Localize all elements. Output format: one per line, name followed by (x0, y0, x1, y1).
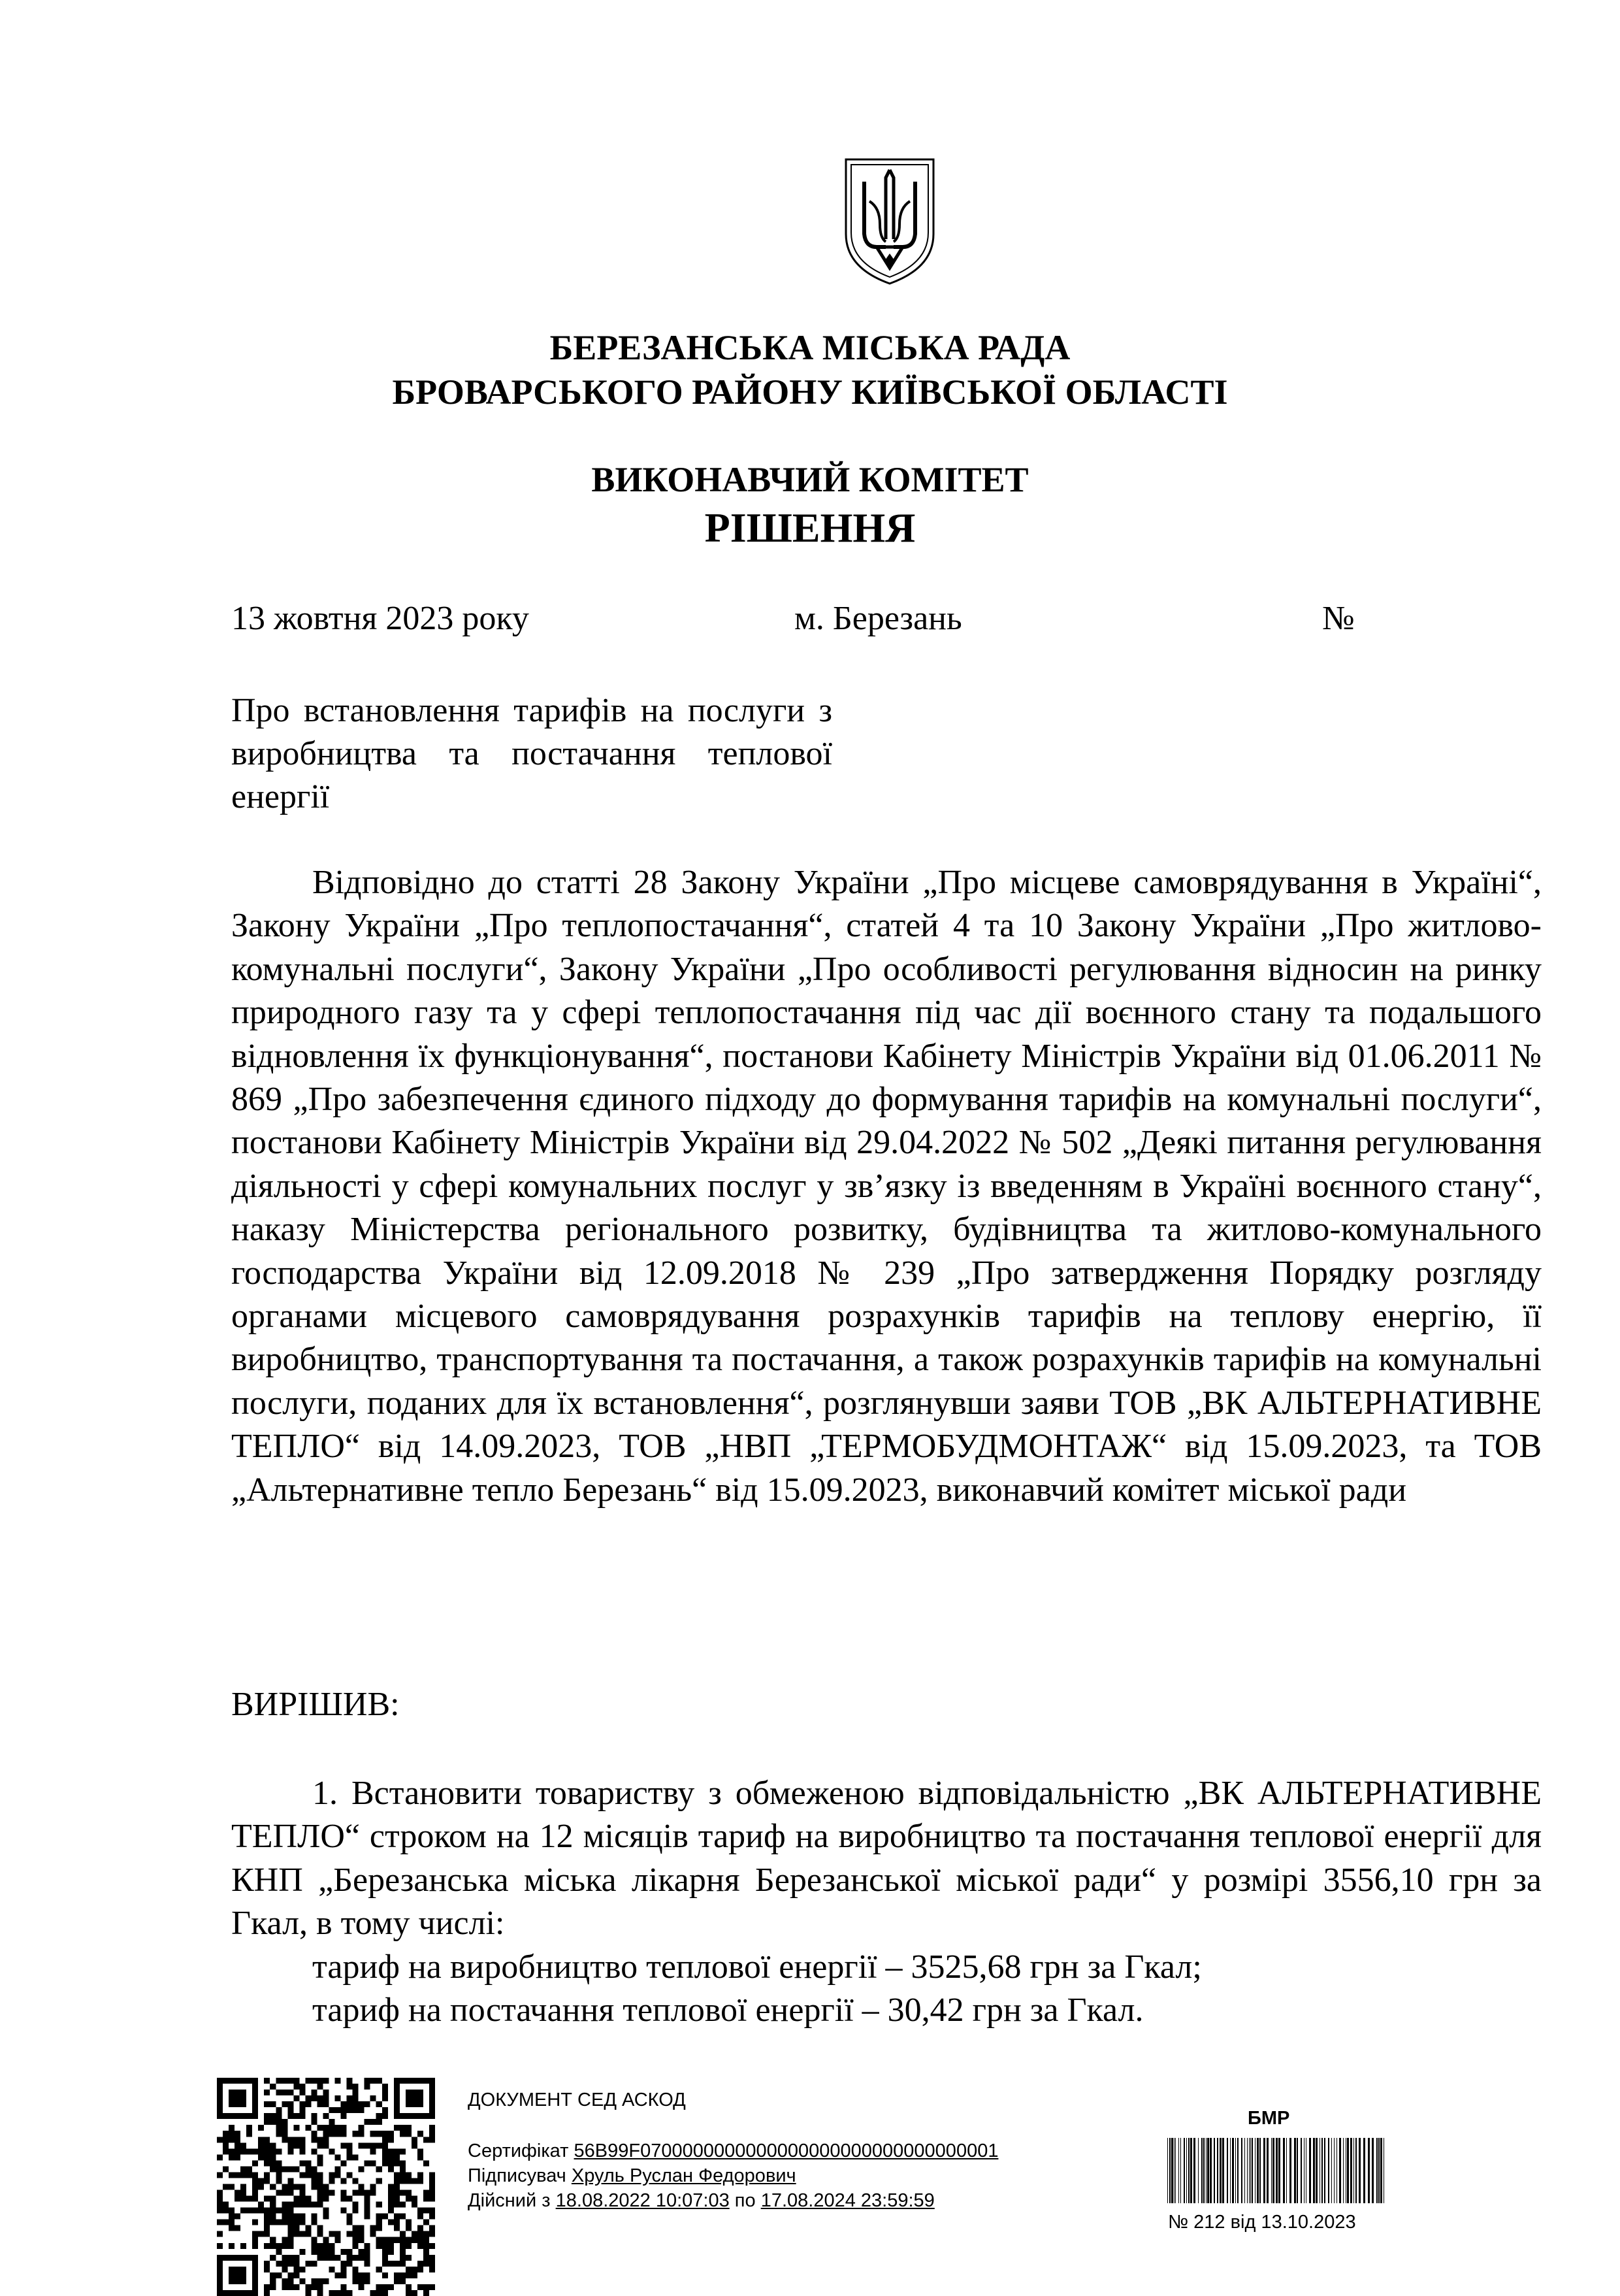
decision-subject: Про встановлення тарифів на послуги з виробництва та постачання теплової енергії (231, 692, 832, 815)
item-1-paragraph: 1. Встановити товариству з обмеженою відповідальністю „ВК АЛЬТЕРНАТИВНЕ ТЕПЛО“ строком на 12 місяців тариф на виробництво та постачання теплової енергії для КНП „Березанська міська лікарня Березанської міської ради“ у розмірі 3556,10 грн за Гкал, в тому числі: (231, 1775, 1542, 1943)
valid-from-value: 18.08.2022 10:07:03 (555, 2190, 730, 2211)
registration-number: № 212 від 13.10.2023 (1168, 2212, 1356, 2233)
supply-tariff-line: тариф на постачання теплової енергії – 30,42 грн за Гкал. (312, 1992, 1144, 2029)
signer-line (468, 2164, 796, 2188)
barcode-icon (1166, 2138, 1388, 2203)
preamble-paragraph: Відповідно до статті 28 Закону України „Про місцеве самоврядування в Україні“, Закону України „Про теплопостачання“, статей 4 та 10 Закону України „Про житлово-комунальні послуги“, Закону України „Про особливості регулювання відносин на ринку природного газу та у сфері теплопостачання під час дії воєнного стану та подальшого відновлення їх функціонування“, постанови Кабінету Міністрів України від 01.06.2011 № 869 „Про забезпечення єдиного підходу до формування тарифів на комунальні послуги“, постанови Кабінету Міністрів України від 29.04.2022 № 502 „Деякі питання регулювання діяльності у сфері комунальних послуг у зв’язку із введенням в Україні воєнного стану“, наказу Міністерства регіонального розвитку, будівництва та житлово-комунального господарства України від 12.09.2018 № 239 „Про затвердження Порядку розгляду органами місцевого самоврядування розрахунків тарифів на теплову енергію, її виробництво, транспортування та постачання, а також розрахунків тарифів на комунальні послуги, поданих для їх встановлення“, розглянувши заяви ТОВ „ВК АЛЬТЕРНАТИВНЕ ТЕПЛО“ від 14.09.2023, ТОВ „НВП „ТЕРМОБУДМОНТАЖ“ від 15.09.2023, та ТОВ „Альтернативне тепло Березань“ від 15.09.2023, виконавчий комітет міської ради (231, 864, 1542, 1509)
decision-date: 13 жовтня 2023 року (231, 600, 529, 637)
ukraine-trident-emblem-icon (841, 156, 939, 286)
doc-system-label: ДОКУМЕНТ СЕД АСКОД (468, 2090, 686, 2110)
valid-to-value: 17.08.2024 23:59:59 (760, 2190, 935, 2211)
signer-label: Підписувач (468, 2165, 566, 2186)
production-tariff-line: тариф на виробництво теплової енергії – 3525,68 грн за Гкал; (312, 1948, 1202, 1986)
date-city-number-line (231, 596, 1361, 642)
registry-code: БМР (1248, 2108, 1290, 2129)
decision-city: м. Березань (794, 600, 962, 637)
valid-from-label: Дійсний з (468, 2190, 551, 2211)
certificate-line (468, 2139, 998, 2163)
council-name-line1: БЕРЕЗАНСЬКА МІСЬКА РАДА (549, 328, 1071, 367)
decision-number-label: № (1322, 600, 1355, 637)
certificate-label: Сертифікат (468, 2140, 569, 2161)
decided-label: ВИРІШИВ: (231, 1686, 400, 1723)
certificate-value: 56B99F0700000000000000000000000000000001 (574, 2140, 999, 2161)
council-name-line2: БРОВАРСЬКОГО РАЙОНУ КИЇВСЬКОЇ ОБЛАСТІ (392, 372, 1228, 412)
council-name (0, 325, 1620, 414)
qr-code-icon (217, 2078, 435, 2296)
signer-value: Хруль Руслан Федорович (571, 2165, 796, 2186)
validity-line (468, 2189, 935, 2212)
committee-title: ВИКОНАВЧИЙ КОМІТЕТ (591, 460, 1029, 499)
document-type: РІШЕННЯ (704, 504, 916, 551)
valid-to-label: по (734, 2190, 756, 2211)
